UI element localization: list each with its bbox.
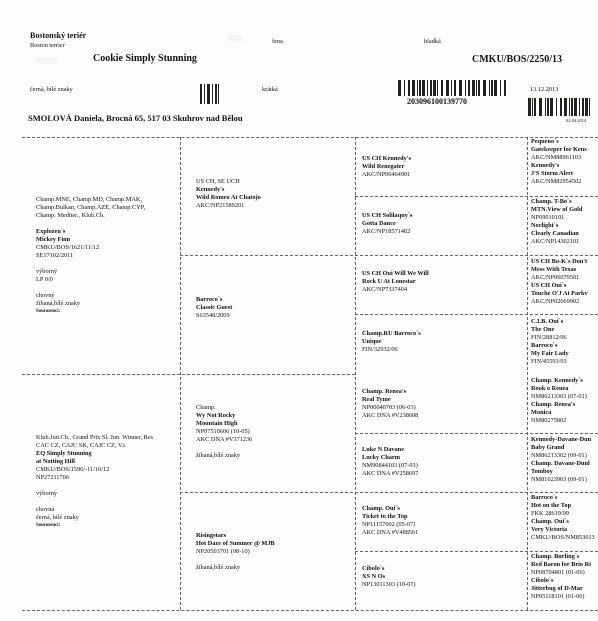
ggp-block bbox=[362, 330, 421, 354]
gp-line bbox=[196, 556, 275, 564]
sire-block bbox=[36, 196, 145, 316]
issue-date: 02.04.2014 bbox=[566, 118, 587, 123]
ggp-line: XS N Os bbox=[362, 573, 386, 580]
sex: fena bbox=[272, 38, 283, 45]
ggp-line: US CH Kennedy's bbox=[362, 155, 411, 162]
gggp-line: NP05118101 (01-06) bbox=[531, 593, 585, 600]
gggp-line: Champ. Burling`s bbox=[531, 553, 580, 560]
sire-line: žíhaná,bílé znaky bbox=[36, 300, 81, 307]
gggp-line: NM80275802 bbox=[531, 417, 567, 424]
gggp-line: Touche O'J At Parkv bbox=[531, 290, 588, 297]
gggp-line: Monica bbox=[531, 409, 552, 416]
gp-line: Wy Not Rocky bbox=[196, 412, 236, 419]
grid-bottom bbox=[22, 610, 598, 611]
gggp-line: Hot on the Top bbox=[531, 502, 572, 509]
gggp-line: Very Victoria bbox=[531, 526, 567, 533]
gggp-block bbox=[531, 138, 597, 186]
gggp-line: FKK 28619/99 bbox=[531, 510, 569, 517]
dam-line: CAC CZ, CAJC SK, CAJC CZ, V.t. bbox=[36, 442, 127, 449]
grid-e7 bbox=[355, 551, 598, 552]
dam-line: černá, bílé znaky bbox=[36, 514, 79, 521]
ggp-line: Luke N Davane bbox=[362, 446, 404, 453]
gp-line: Wild Romeo At Chatojo bbox=[196, 194, 261, 201]
sire-line: Champ.MNE, Champ.MD, Champ.MAK, bbox=[36, 196, 142, 203]
gp-1 bbox=[196, 178, 261, 210]
ggp-block bbox=[362, 565, 415, 589]
ggp-line: AKC DNA #V258697 bbox=[362, 470, 419, 477]
grid-q1 bbox=[180, 255, 598, 256]
gp-line: Mountain High bbox=[196, 420, 238, 427]
gggp-line: Jitterbug of D-Mar bbox=[531, 585, 583, 592]
gggp-line: Mess With Texas bbox=[531, 266, 577, 273]
gggp-block bbox=[531, 318, 597, 366]
sire-line bbox=[36, 260, 145, 268]
grid-e1 bbox=[355, 196, 598, 197]
gggp-line: Pequeno`s bbox=[531, 138, 559, 145]
sire-line: Mickey Finn bbox=[36, 236, 71, 243]
gp-3 bbox=[196, 404, 252, 460]
ggp-line: Rock U At Lonestar bbox=[362, 278, 416, 285]
gggp-block bbox=[531, 436, 597, 484]
gggp-line: Gatekeeper for Kens bbox=[531, 146, 587, 153]
gggp-block bbox=[531, 553, 597, 601]
grid-v2 bbox=[355, 137, 356, 610]
ggp-block bbox=[362, 388, 418, 420]
sire-line: LP 0/0 bbox=[36, 276, 53, 283]
gggp-line: AKC/NP02069902 bbox=[531, 298, 580, 305]
dam-line: NP27211706 bbox=[36, 474, 70, 481]
breed-en: Boston terrier bbox=[30, 42, 65, 49]
gggp-line: Champ. Renea's bbox=[531, 401, 576, 408]
dam-line: at Notting Hill bbox=[36, 458, 75, 465]
ggp-line: FIN/32932/06 bbox=[362, 346, 398, 353]
color: černá, bílé znaky bbox=[30, 86, 73, 93]
dam-siblings-label: Sourozenci: bbox=[36, 523, 61, 528]
dam-line: Klub.Jun.Ch., Grand Prix Sl. Jun. Winner, Res bbox=[36, 434, 154, 441]
ggp-block bbox=[362, 270, 429, 294]
sire-line: chovný bbox=[36, 292, 55, 299]
dam-line: CMKU/BOS/1596/-11/10/12 bbox=[36, 466, 110, 473]
gggp-line: Tomboy bbox=[531, 468, 553, 475]
gggp-line: Barroco`s bbox=[531, 342, 558, 349]
gggp-line: Kennedy's bbox=[531, 162, 560, 169]
gggp-line: AKC/NM82954502 bbox=[531, 178, 582, 185]
sire-line: Explozen`s bbox=[36, 228, 66, 235]
gggp-line: The One bbox=[531, 326, 555, 333]
gp-line: AKC/NP21589201 bbox=[196, 202, 245, 209]
gggp-line: AKC/NP06079501 bbox=[531, 274, 580, 281]
gp-line: NP07510606 (10-05) bbox=[196, 428, 250, 435]
sire-line: CMKU/BOS/1621/11/12 bbox=[36, 244, 100, 251]
gggp-line: Champ. Oui`s bbox=[531, 518, 569, 525]
dam-line: výborný bbox=[36, 490, 57, 497]
sire-siblings-label: Sourozenci: bbox=[36, 309, 61, 314]
gggp-line: Kennedy-Davane-Dun bbox=[531, 436, 592, 443]
gp-2 bbox=[196, 296, 232, 320]
gggp-line: NP09010101 bbox=[531, 214, 565, 221]
faint-mark: ░░░░ bbox=[228, 37, 243, 42]
grid-v3 bbox=[527, 137, 528, 610]
ggp-line: AKC DNA #V238608 bbox=[362, 412, 419, 419]
gggp-line: NP08704801 (01-06) bbox=[531, 569, 585, 576]
dam-line bbox=[36, 482, 153, 490]
ggp-line: NP00040703 (06-03) bbox=[362, 404, 416, 411]
gggp-line: J'S Storm Alert bbox=[531, 170, 573, 177]
ggp-line: Gotta Dance bbox=[362, 220, 396, 227]
grid-e5 bbox=[355, 433, 598, 434]
ggp-line: AKC/NP06464901 bbox=[362, 171, 411, 178]
ggp-line: Cibolo`s bbox=[362, 565, 385, 572]
gggp-line: Baby Grand bbox=[531, 444, 565, 451]
ggp-line: AKC/NP18571402 bbox=[362, 228, 411, 235]
sire-line bbox=[36, 284, 145, 292]
gp-line: Kennedy's bbox=[196, 186, 225, 193]
dam-line: chovná bbox=[36, 506, 55, 513]
gp-line: S63548/2009 bbox=[196, 312, 230, 319]
ggp-block bbox=[362, 155, 411, 179]
gggp-line: Champ. T-Bo`s bbox=[531, 198, 572, 205]
birth-date: 13.12.2013 bbox=[530, 86, 559, 93]
ggp-line: Ticket to the Top bbox=[362, 513, 408, 520]
gp-line: US CH, SE UCH bbox=[196, 178, 240, 185]
grid-top bbox=[22, 137, 598, 138]
fur: hladká bbox=[424, 38, 441, 45]
gggp-line: Rook o Renea bbox=[531, 385, 569, 392]
gp-line: Hot Daze of Summer @ MJB bbox=[196, 540, 275, 547]
sire-line bbox=[36, 220, 145, 228]
gggp-line: Barroco`s bbox=[531, 494, 558, 501]
barcode-right bbox=[528, 98, 590, 116]
ggp-line: Unique bbox=[362, 338, 382, 345]
gp-line: žíhaná,bílé znaky bbox=[196, 564, 241, 571]
dog-name: Cookie Simply Stunning bbox=[93, 53, 197, 64]
gggp-block bbox=[531, 377, 597, 425]
ggp-line: NM90844103 (07-03) bbox=[362, 462, 418, 469]
gggp-line: US CH Bo-K`s Don't bbox=[531, 258, 588, 265]
gp-line: AKC DNA #V371236 bbox=[196, 436, 253, 443]
ggp-line: US CH Oui Will We Will bbox=[362, 270, 429, 277]
ggp-line: Champ. Oui`s bbox=[362, 505, 400, 512]
dam-line bbox=[36, 498, 153, 506]
gggp-line: Champ. Davane-Dunl bbox=[531, 460, 590, 467]
ggp-line: NP13011303 (10-07) bbox=[362, 581, 416, 588]
ggp-line: Wild Renegater bbox=[362, 163, 405, 170]
ggp-line: Champ. Renea's bbox=[362, 388, 407, 395]
ggp-line: Champ.RU Barroco`s bbox=[362, 330, 421, 337]
gp-line bbox=[196, 444, 252, 452]
gp-line: Champ. bbox=[196, 404, 216, 411]
ggp-line: AKC/NP7337404 bbox=[362, 286, 408, 293]
ggp-line: US CH Solilaquy`s bbox=[362, 212, 413, 219]
gp-line: NP20503701 (08-10) bbox=[196, 548, 250, 555]
ggp-block bbox=[362, 446, 418, 478]
barcode-small bbox=[200, 84, 220, 104]
ggp-block bbox=[362, 212, 412, 236]
ggp-line: AKC DNA #V488561 bbox=[362, 529, 419, 536]
gp-line: žíhaná,bílé znaky bbox=[196, 452, 241, 459]
grid-q3 bbox=[180, 492, 598, 493]
gggp-line: Red Baron for Brio Ri bbox=[531, 561, 591, 568]
gggp-line: MTN.View of Gold bbox=[531, 206, 583, 213]
gggp-line: FIN/45591/03 bbox=[531, 358, 567, 365]
gggp-line: NM86213302 (09-01) bbox=[531, 452, 587, 459]
ggp-line: Real Tyme bbox=[362, 396, 391, 403]
gp-line: Risingstars bbox=[196, 532, 227, 539]
gggp-line: NM81623903 (09-01) bbox=[531, 476, 587, 483]
gggp-block bbox=[531, 494, 597, 542]
gggp-line: US CH Oui`s bbox=[531, 282, 567, 289]
gggp-line: Clearly Canadian bbox=[531, 230, 579, 237]
breeder: SMOLOVÁ Daniela, Brocná 65, 517 03 Skuhrov nad Bělou bbox=[28, 113, 243, 123]
sire-line: SE17102/2011 bbox=[36, 252, 74, 259]
gggp-block bbox=[531, 258, 597, 306]
gggp-line: Norlight`s bbox=[531, 222, 559, 229]
gp-line: Barroco`s bbox=[196, 296, 223, 303]
barcode-main bbox=[398, 80, 508, 96]
reg-number: CMKU/BOS/2250/13 bbox=[472, 54, 563, 65]
grid-e3 bbox=[355, 314, 598, 315]
gggp-line: My Fair Lady bbox=[531, 350, 569, 357]
gggp-line: AKC/NP14302101 bbox=[531, 238, 580, 245]
gggp-line: FIN/28812/06 bbox=[531, 334, 567, 341]
gggp-line: AKC/NM88961103 bbox=[531, 154, 582, 161]
gggp-line: C.I.B. Oui`s bbox=[531, 318, 564, 325]
gp-line: Classic Guest bbox=[196, 304, 233, 311]
ggp-line: Lucky Charm bbox=[362, 454, 400, 461]
sire-line: Champ. Mediter., Klub.Ch. bbox=[36, 212, 105, 219]
sire-line: Champ.Bulkan, Champ.AZE, Champ.CYP, bbox=[36, 204, 146, 211]
gggp-line: NM86213303 (07-01) bbox=[531, 393, 587, 400]
coat: krátká bbox=[262, 86, 278, 93]
ggp-block bbox=[362, 505, 418, 537]
gggp-line: Cibolo`s bbox=[531, 577, 554, 584]
gggp-line: CMKU/BOS/NM853613 bbox=[531, 534, 595, 541]
dam-block bbox=[36, 434, 153, 530]
dam-line: EQ Simply Stunning bbox=[36, 450, 92, 457]
breed-cs: Bostonský teriér bbox=[30, 31, 87, 40]
gp-4 bbox=[196, 532, 275, 572]
faint-mark: ░░░░░░ bbox=[36, 59, 58, 64]
sire-line: výborný bbox=[36, 268, 57, 275]
ggp-line: NP11157002 (05-07) bbox=[362, 521, 416, 528]
gggp-line: Champ. Kennedy`s bbox=[531, 377, 583, 384]
grid-mid-left bbox=[22, 374, 355, 375]
chip-number: 203096100139770 bbox=[407, 97, 467, 106]
gggp-block bbox=[531, 198, 597, 246]
